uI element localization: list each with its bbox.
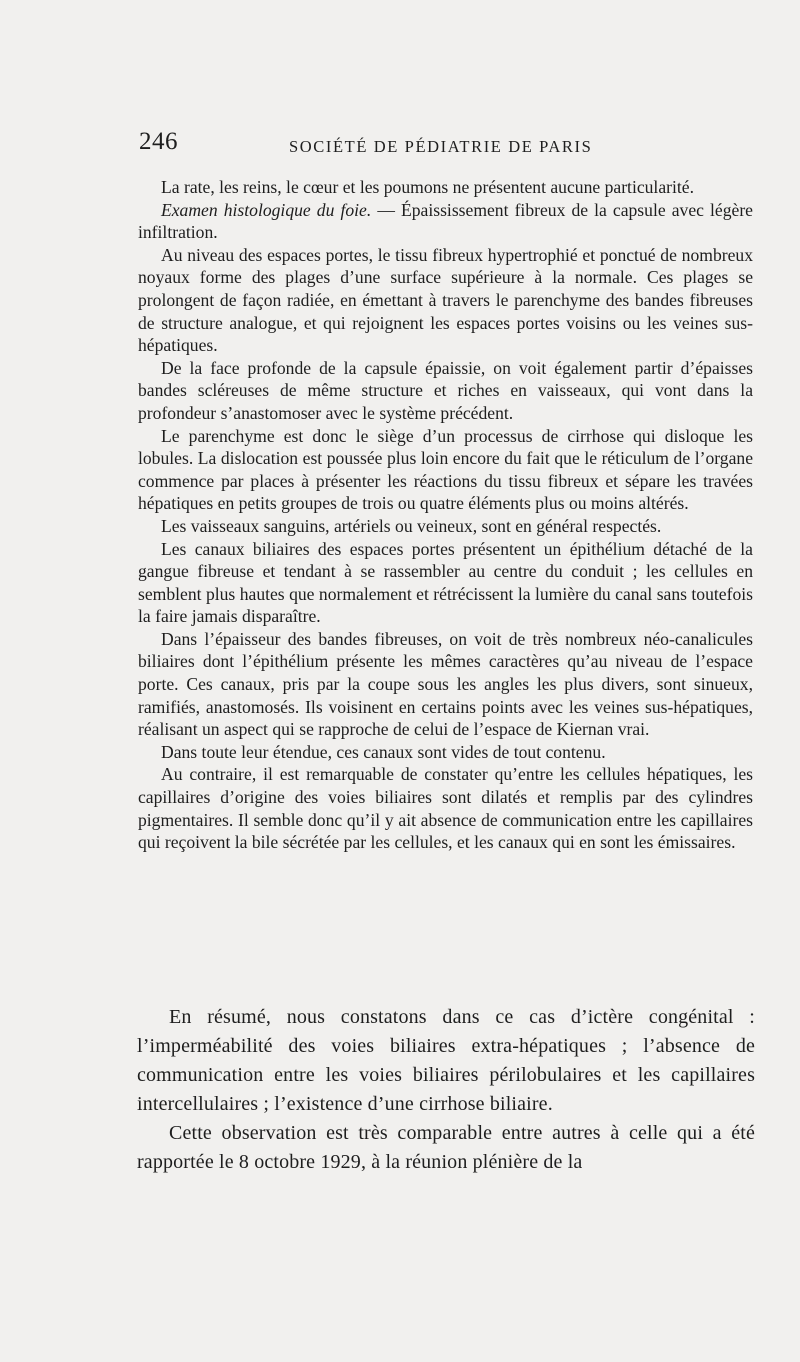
paragraph-bile-ducts: Les canaux biliaires des espaces portes présentent un épithélium détaché de la gangue fibreuse et tendant à se rassembler au centre du conduit ; les cellules en semblent plus hautes que normalement et rétrécissent la lumière du canal sans toutefois la faire jamais disparaître. [138,538,753,627]
paragraph-empty-canals: Dans toute leur étendue, ces canaux sont vides de tout contenu. [161,741,606,762]
paragraph-cirrhosis: Le parenchyme est donc le siège d’un processus de cirrhose qui disloque les lobules. La dislocation est poussée plus loin encore du fait que le réticulum de l’organe commence par places à présenter les réactions du tissu fibreux et sépare les travées hépatiques en petits groupes de trois ou quatre éléments plus ou moins altérés. [138,425,753,514]
observation-body [138,176,753,854]
paragraph-histology-heading [138,199,753,244]
page-header [139,128,759,168]
paragraph-organs: La rate, les reins, le cœur et les poumons ne présentent aucune particularité. [161,177,694,197]
paragraph-neo-canaliculi: Dans l’épaisseur des bandes fibreuses, on voit de très nombreux néo-canalicules biliaires dont l’épithélium présente les mêmes caractères qu’au niveau de l’espace porte. Ces canaux, pris par la coupe sous les angles les plus divers, sont sinueux, ramifiés, anastomosés. Ils voisinent en certains points avec les veines sus-hépatiques, réalisant un aspect qui se rapproche de celui de l’espace de Kiernan vrai. [138,628,753,740]
paragraph-comparison: Cette observation est très comparable entre autres à celle qui a été rapportée le 8 octobre 1929, à la réunion plénière de la [137,1122,755,1173]
paragraph-portal-spaces: Au niveau des espaces portes, le tissu fibreux hypertrophié et ponctué de nombreux noyaux forme des plages d’une surface supérieure à la normale. Ces plages se prolongent de façon radiée, en émettant à travers le parenchyme des bandes fibreuses de structure analogue, et qui rejoignent les espaces portes voisins ou les veines sus-hépatiques. [138,244,753,356]
page-number: 246 [139,128,178,155]
running-head: SOCIÉTÉ DE PÉDIATRIE DE PARIS [289,137,593,156]
histology-subheading: Examen histologique du foie. [161,199,372,220]
paragraph-vessels: Les vaisseaux sanguins, artériels ou veineux, sont en général respectés. [161,515,662,536]
paragraph-capsule-depth: De la face profonde de la capsule épaissie, on voit également partir d’épaisses bandes scléreuses de même structure et riches en vaisseaux, qui vont dans la profondeur s’anastomoser avec le système précédent. [138,357,753,423]
conclusion-section [137,1003,755,1177]
histology-capsule-text: — Épaississement fibreux de la capsule avec légère infiltration. [138,199,753,243]
paragraph-summary: En résumé, nous constatons dans ce cas d’ictère congénital : l’imperméabilité des voies biliaires extra-hépatiques ; l’absence de communication entre les voies biliaires périlobulaires et les capillaires intercellulaires ; l’existence d’une cirrhose biliaire. [137,1006,755,1115]
paragraph-capillaries: Au contraire, il est remarquable de constater qu’entre les cellules hépatiques, les capillaires d’origine des voies biliaires sont dilatés et remplis par des cylindres pigmentaires. Il semble donc qu’il y ait absence de communication entre les capillaires qui reçoivent la bile sécrétée par les cellules, et les canaux qui en sont les émissaires. [138,764,753,853]
